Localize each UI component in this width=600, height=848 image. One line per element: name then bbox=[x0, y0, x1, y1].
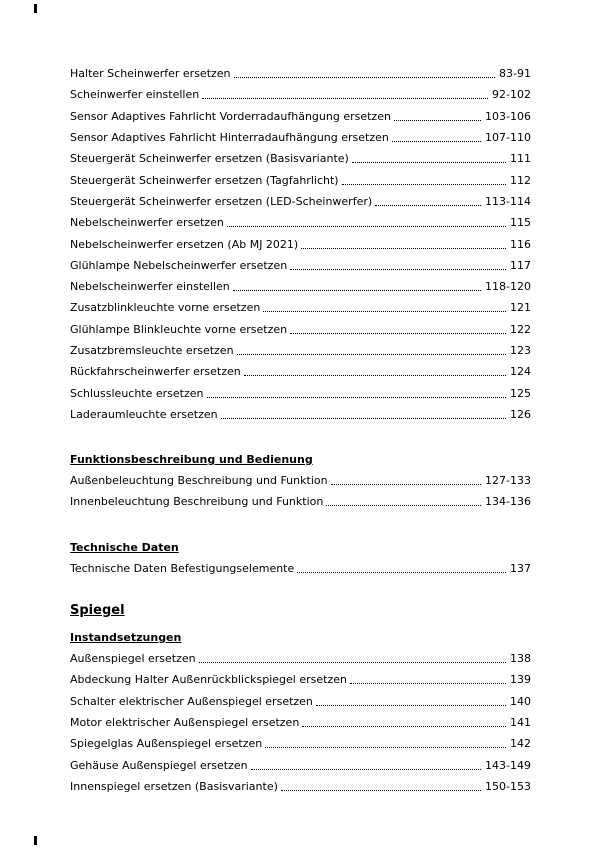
toc-entry bbox=[70, 106, 531, 127]
toc-entry-page: 113-114 bbox=[485, 194, 531, 208]
toc-entry-page: 107-110 bbox=[485, 131, 531, 145]
toc-entry bbox=[70, 776, 531, 797]
toc-entry bbox=[70, 255, 531, 276]
dot-leader bbox=[233, 290, 481, 291]
toc-entry-title: Außenspiegel ersetzen bbox=[70, 652, 196, 666]
toc-entry bbox=[70, 712, 531, 733]
dot-leader bbox=[290, 269, 506, 270]
toc-entry bbox=[70, 691, 531, 712]
toc-entry-page: 115 bbox=[510, 216, 531, 230]
section-heading: Spiegel bbox=[70, 602, 125, 618]
toc-entry-title: Schalter elektrischer Außenspiegel ersetzen bbox=[70, 694, 313, 708]
toc-entry-page: 127-133 bbox=[485, 474, 531, 488]
toc-entry bbox=[70, 648, 531, 669]
toc-entry-title: Nebelscheinwerfer ersetzen (Ab MJ 2021) bbox=[70, 237, 299, 251]
toc-entry-title: Glühlampe Nebelscheinwerfer ersetzen bbox=[70, 258, 288, 272]
toc-entry-page: 141 bbox=[510, 715, 531, 729]
dot-leader bbox=[331, 484, 481, 485]
dot-leader bbox=[244, 375, 506, 376]
dot-leader bbox=[237, 354, 506, 355]
toc-entry-page: 137 bbox=[510, 561, 531, 575]
dot-leader bbox=[375, 205, 481, 206]
toc-entry-title: Sensor Adaptives Fahrlicht Hinterradaufhängung ersetzen bbox=[70, 131, 389, 145]
toc-entry-title: Innenbeleuchtung Beschreibung und Funktion bbox=[70, 495, 324, 509]
toc-entry-title: Glühlampe Blinkleuchte vorne ersetzen bbox=[70, 322, 288, 336]
toc-entry-title: Steuergerät Scheinwerfer ersetzen (Basisvariante) bbox=[70, 152, 349, 166]
dot-leader bbox=[342, 184, 506, 185]
toc-entry-title: Sensor Adaptives Fahrlicht Vorderradaufhängung ersetzen bbox=[70, 109, 391, 123]
toc-entry-page: 124 bbox=[510, 365, 531, 379]
dot-leader bbox=[227, 226, 506, 227]
toc-entry-page: 121 bbox=[510, 301, 531, 315]
toc-entry bbox=[70, 733, 531, 754]
section-heading: Technische Daten bbox=[70, 540, 179, 554]
toc-entry bbox=[70, 169, 531, 190]
toc-entry bbox=[70, 63, 531, 84]
toc-entry-title: Gehäuse Außenspiegel ersetzen bbox=[70, 758, 248, 772]
dot-leader bbox=[290, 333, 506, 334]
toc-entry bbox=[70, 340, 531, 361]
toc-entry-page: 125 bbox=[510, 386, 531, 400]
toc-entry bbox=[70, 319, 531, 340]
toc-entry-title: Steuergerät Scheinwerfer ersetzen (LED-Scheinwerfer) bbox=[70, 194, 373, 208]
toc-entry-title: Scheinwerfer einstellen bbox=[70, 88, 200, 102]
toc-entry-page: 134-136 bbox=[485, 495, 531, 509]
toc-entry bbox=[70, 297, 531, 318]
toc-entry-title: Nebelscheinwerfer ersetzen bbox=[70, 216, 224, 230]
toc-entry-page: 112 bbox=[510, 173, 531, 187]
toc-entry-page: 117 bbox=[510, 258, 531, 272]
toc-entry-title: Nebelscheinwerfer einstellen bbox=[70, 280, 230, 294]
toc-entry-page: 139 bbox=[510, 673, 531, 687]
toc-entry bbox=[70, 212, 531, 233]
toc-entry-page: 92-102 bbox=[492, 88, 531, 102]
toc-entry bbox=[70, 404, 531, 425]
toc-entry-page: 138 bbox=[510, 652, 531, 666]
toc-entry bbox=[70, 233, 531, 254]
dot-leader bbox=[302, 726, 506, 727]
dot-leader bbox=[352, 162, 506, 163]
toc-entry-page: 143-149 bbox=[485, 758, 531, 772]
toc-entry-page: 126 bbox=[510, 407, 531, 421]
dot-leader bbox=[251, 769, 481, 770]
section-subheading: Instandsetzungen bbox=[70, 630, 182, 644]
dot-leader bbox=[199, 662, 506, 663]
dot-leader bbox=[281, 790, 481, 791]
toc-section bbox=[70, 63, 531, 425]
toc-entry bbox=[70, 470, 531, 491]
crop-mark-bottom-left bbox=[34, 836, 37, 845]
toc-entry-title: Außenbeleuchtung Beschreibung und Funktion bbox=[70, 474, 328, 488]
toc-entry-title: Steuergerät Scheinwerfer ersetzen (Tagfahrlicht) bbox=[70, 173, 339, 187]
toc-entry bbox=[70, 276, 531, 297]
toc-entry-page: 150-153 bbox=[485, 779, 531, 793]
toc-entry-title: Motor elektrischer Außenspiegel ersetzen bbox=[70, 715, 300, 729]
toc-entry-page: 140 bbox=[510, 694, 531, 708]
dot-leader bbox=[265, 747, 506, 748]
toc-entry-title: Abdeckung Halter Außenrückblickspiegel ersetzen bbox=[70, 673, 347, 687]
section-heading: Funktionsbeschreibung und Bedienung bbox=[70, 453, 313, 467]
toc-entry-title: Laderaumleuchte ersetzen bbox=[70, 407, 218, 421]
dot-leader bbox=[221, 418, 506, 419]
dot-leader bbox=[234, 77, 496, 78]
dot-leader bbox=[202, 98, 488, 99]
toc-entry-title: Spiegelglas Außenspiegel ersetzen bbox=[70, 737, 263, 751]
dot-leader bbox=[301, 248, 506, 249]
toc-entry bbox=[70, 191, 531, 212]
toc-entry-page: 103-106 bbox=[485, 109, 531, 123]
toc-section bbox=[70, 599, 531, 797]
toc-entry-page: 111 bbox=[510, 152, 531, 166]
toc-entry-page: 83-91 bbox=[499, 67, 531, 81]
toc-entry bbox=[70, 148, 531, 169]
toc-section bbox=[70, 537, 531, 579]
toc-entry-page: 123 bbox=[510, 344, 531, 357]
toc-entry-title: Rückfahrscheinwerfer ersetzen bbox=[70, 365, 241, 379]
toc-entry bbox=[70, 754, 531, 775]
toc-entry-page: 118-120 bbox=[485, 280, 531, 294]
dot-leader bbox=[297, 572, 506, 573]
toc-entry bbox=[70, 491, 531, 512]
toc-entry-title: Innenspiegel ersetzen (Basisvariante) bbox=[70, 779, 278, 793]
toc-entry-page: 142 bbox=[510, 737, 531, 751]
toc-entry-title: Zusatzblinkleuchte vorne ersetzen bbox=[70, 301, 261, 315]
toc-section bbox=[70, 449, 531, 513]
dot-leader bbox=[326, 505, 481, 506]
dot-leader bbox=[350, 683, 506, 684]
toc-entry-title: Zusatzbremsleuchte ersetzen bbox=[70, 344, 234, 357]
dot-leader bbox=[263, 311, 506, 312]
toc-entry bbox=[70, 669, 531, 690]
toc-entry-page: 122 bbox=[510, 322, 531, 336]
dot-leader bbox=[394, 120, 481, 121]
toc-entry bbox=[70, 84, 531, 105]
toc-entry-title: Schlussleuchte ersetzen bbox=[70, 386, 204, 400]
toc-entry-page: 116 bbox=[510, 237, 531, 251]
dot-leader bbox=[207, 397, 507, 398]
toc-entry-title: Halter Scheinwerfer ersetzen bbox=[70, 67, 231, 81]
toc-entry bbox=[70, 558, 531, 579]
dot-leader bbox=[316, 705, 506, 706]
toc-entry bbox=[70, 382, 531, 403]
toc-entry-title: Technische Daten Befestigungselemente bbox=[70, 561, 295, 575]
toc-entry bbox=[70, 127, 531, 148]
dot-leader bbox=[392, 141, 481, 142]
toc-entry bbox=[70, 361, 531, 382]
crop-mark-top-left bbox=[34, 4, 37, 13]
